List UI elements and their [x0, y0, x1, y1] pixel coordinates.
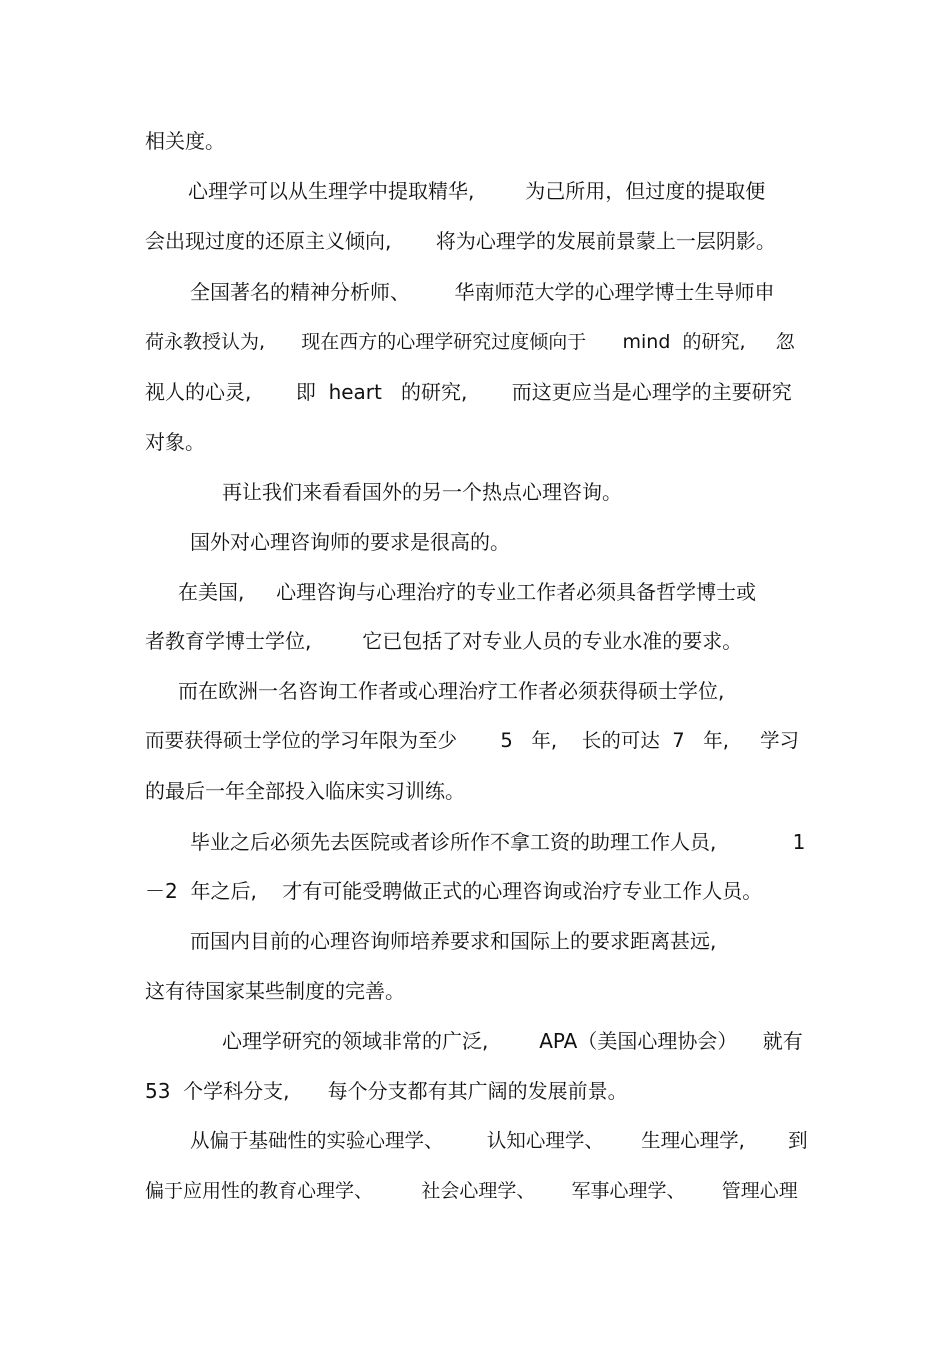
- text-line-14: 的最后一年全部投入临床实习训练。: [145, 779, 465, 803]
- text-line-4: 全国著名的精神分析师、 华南师范大学的心理学博士生导师申: [190, 280, 775, 304]
- text-line-20: 53 个学科分支, 每个分支都有其广阔的发展前景。: [145, 1079, 628, 1103]
- text-line-12: 而在欧洲一名咨询工作者或心理治疗工作者必须获得硕士学位,: [178, 679, 725, 703]
- text-line-11: 者教育学博士学位, 它已包括了对专业人员的专业水准的要求。: [145, 629, 743, 653]
- text-line-19: 心理学研究的领域非常的广泛, APA（美国心理协会） 就有: [222, 1029, 803, 1053]
- text-line-17: 而国内目前的心理咨询师培养要求和国际上的要求距离甚远,: [190, 929, 717, 953]
- text-line-13: 而要获得硕士学位的学习年限为至少 5 年, 长的可达 7 年, 学习: [145, 729, 799, 752]
- text-line-18: 这有待国家某些制度的完善。: [145, 979, 405, 1003]
- text-line-15: 毕业之后必须先去医院或者诊所作不拿工资的助理工作人员, 1: [190, 830, 806, 854]
- text-line-16: －2 年之后, 才有可能受聘做正式的心理咨询或治疗专业工作人员。: [145, 879, 763, 903]
- text-line-6: 视人的心灵, 即 heart 的研究, 而这更应当是心理学的主要研究: [145, 380, 792, 404]
- text-line-5: 荷永教授认为, 现在西方的心理学研究过度倾向于 mind 的研究, 忽: [145, 331, 795, 353]
- text-line-3: 会出现过度的还原主义倾向, 将为心理学的发展前景蒙上一层阴影。: [145, 229, 776, 253]
- text-line-10: 在美国, 心理咨询与心理治疗的专业工作者必须具备哲学博士或: [178, 580, 757, 604]
- text-line-22: 偏于应用性的教育心理学、 社会心理学、 军事心理学、 管理心理: [145, 1180, 798, 1202]
- text-line-8: 再让我们来看看国外的另一个热点心理咨询。: [222, 480, 622, 504]
- text-line-7: 对象。: [145, 430, 205, 454]
- text-line-9: 国外对心理咨询师的要求是很高的。: [190, 530, 510, 554]
- text-line-21: 从偏于基础性的实验心理学、 认知心理学、 生理心理学, 到: [190, 1129, 808, 1152]
- text-line-1: 相关度。: [145, 129, 225, 153]
- text-line-2: 心理学可以从生理学中提取精华, 为己所用，但过度的提取便: [188, 179, 766, 203]
